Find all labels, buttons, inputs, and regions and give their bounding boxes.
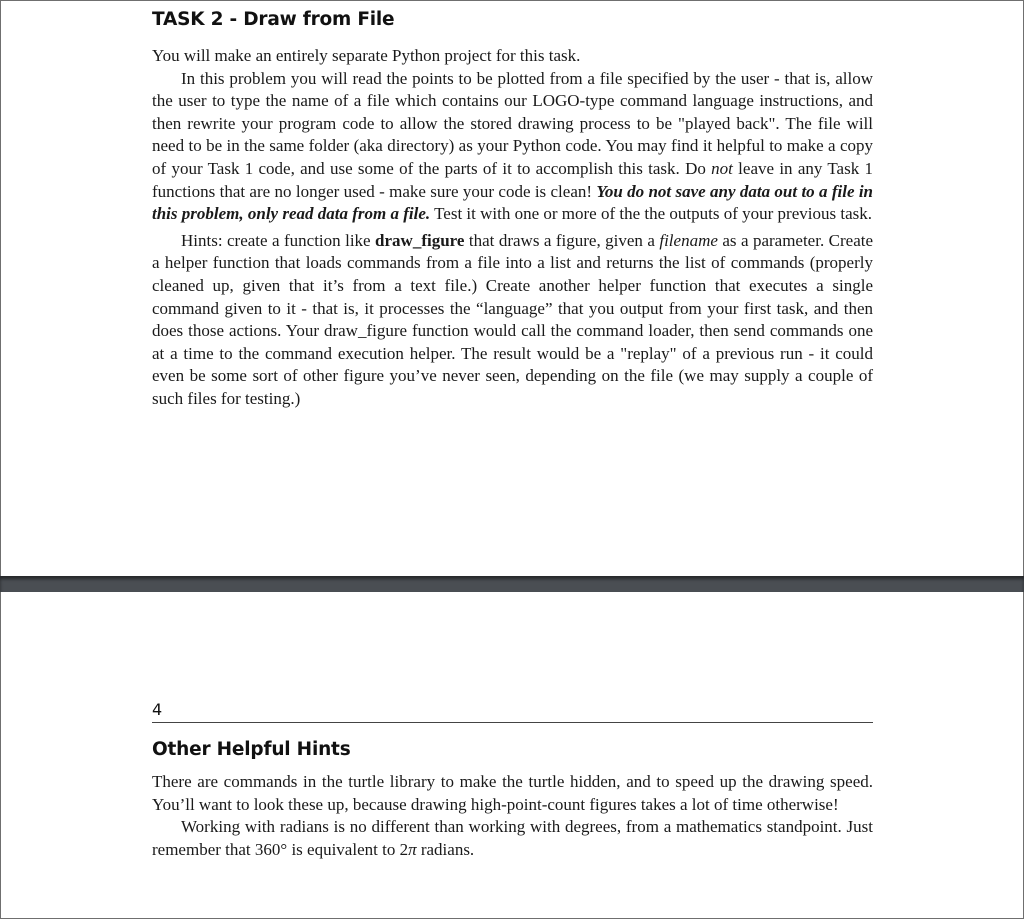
param-filename: filename: [659, 230, 718, 250]
text-run: as a parameter. Create a helper function that loads commands from a file into a list and returns the list of commands (properly cleaned up, given that it’s from a text file.) Create another helper function that executes a single command given to it - that is, it processes the “language” that you output from your first task, and then does those actions. Your draw_figure function would call the command loader, then send commands one at a time to the command execution helper. The result would be a "replay" of a previous run - it could even be some sort of other figure you’ve never seen, depending on the file (we may supply a couple of such files for testing.): [152, 230, 874, 408]
task2-intro-paragraph: You will make an entirely separate Python project for this task.: [152, 46, 581, 65]
text-run: In this problem you will read the points to be plotted from a file specified by the user - that is, allow the user to type the name of a file which contains our LOGO-type command language instructions, and then rewrite your program code to allow the stored drawing process to be "played back". The file will need to be in the same folder (aka directory) as your Python code. You may find it helpful to make a copy of your Task 1 code, and use some of the parts of it to accomplish this task. Do: [152, 68, 873, 178]
hints-section: [152, 739, 873, 861]
page-rule: [152, 722, 873, 723]
task2-instructions-paragraph: [152, 68, 873, 226]
task2-heading: TASK 2 - Draw from File: [152, 9, 395, 30]
emphasis-not: not: [711, 158, 733, 178]
task2-section: [152, 9, 873, 411]
function-name-draw-figure: draw_figure: [375, 230, 465, 250]
text-run: leave in any Task 1 functions that are no longer used - make sure your code is clean!: [152, 158, 873, 201]
emphasis-warning: You do not save any data out to a file in this problem, only read data from a file.: [152, 181, 873, 224]
hints-heading: Other Helpful Hints: [152, 739, 351, 760]
text-run: Test it with one or more of the the outputs of your previous task.: [430, 204, 872, 224]
hints-radians-paragraph: [152, 816, 873, 861]
page-separator: [0, 576, 1024, 592]
document-page-bottom: [0, 592, 1024, 919]
text-run: radians.: [416, 839, 475, 859]
pi-symbol: π: [408, 839, 417, 859]
text-run: Hints: create a function like: [181, 230, 376, 250]
task2-hints-paragraph: [152, 230, 873, 411]
text-run: Working with radians is no different than working with degrees, from a mathematics standpoint. Just remember that 360° is equivalent to 2: [152, 817, 873, 859]
page-number-block: [152, 700, 873, 723]
page-number: 4: [152, 700, 163, 719]
text-run: that draws a figure, given a: [464, 230, 660, 250]
hints-turtle-paragraph: There are commands in the turtle library to make the turtle hidden, and to speed up the drawing speed. You’ll want to look these up, because drawing high-point-count figures takes a lot of time otherwise!: [152, 772, 873, 814]
